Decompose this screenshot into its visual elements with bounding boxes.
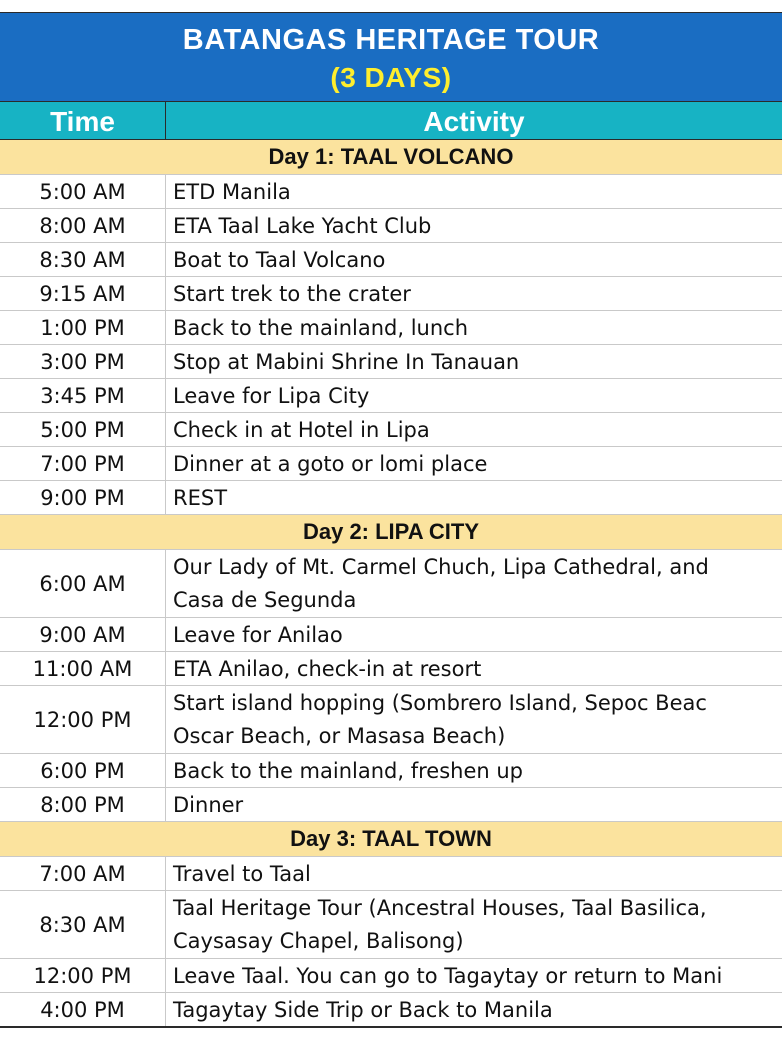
time-cell: 12:00 PM (0, 686, 166, 753)
table-row (0, 959, 782, 993)
table-row (0, 345, 782, 379)
activity-text: Check in at Hotel in Lipa (173, 418, 430, 442)
table-row (0, 277, 782, 311)
activity-text: Start island hopping (Sombrero Island, Sepoc Beac (173, 691, 707, 715)
table-body (0, 140, 782, 1028)
activity-cell (166, 175, 782, 208)
activity-text: Caysasay Chapel, Balisong) (173, 929, 464, 953)
table-row (0, 891, 782, 959)
time-cell: 8:00 AM (0, 209, 166, 242)
tour-duration: (3 DAYS) (330, 62, 452, 93)
activity-cell (166, 481, 782, 514)
time-cell: 9:00 PM (0, 481, 166, 514)
time-cell: 8:30 AM (0, 243, 166, 276)
activity-text: Back to the mainland, lunch (173, 316, 469, 340)
activity-text: ETA Taal Lake Yacht Club (173, 214, 432, 238)
activity-cell (166, 652, 782, 685)
time-cell: 5:00 AM (0, 175, 166, 208)
activity-cell (166, 959, 782, 992)
activity-text: Oscar Beach, or Masasa Beach) (173, 724, 506, 748)
table-row (0, 481, 782, 515)
table-row (0, 686, 782, 754)
tour-title: BATANGAS HERITAGE TOUR (182, 24, 600, 56)
activity-cell (166, 788, 782, 821)
activity-text: Travel to Taal (173, 862, 311, 886)
time-cell: 4:00 PM (0, 993, 166, 1026)
time-cell: 8:30 AM (0, 891, 166, 958)
activity-cell (166, 345, 782, 378)
activity-cell (166, 379, 782, 412)
activity-cell (166, 993, 782, 1026)
table-row (0, 550, 782, 618)
time-cell: 11:00 AM (0, 652, 166, 685)
day-header-row: Day 2: LIPA CITY (0, 515, 782, 550)
activity-text: Start trek to the crater (173, 282, 411, 306)
table-row (0, 209, 782, 243)
table-row (0, 379, 782, 413)
activity-text: ETD Manila (173, 180, 291, 204)
activity-cell (166, 857, 782, 890)
activity-cell (166, 891, 782, 958)
table-row (0, 175, 782, 209)
activity-cell (166, 277, 782, 310)
table-row (0, 243, 782, 277)
time-cell: 3:45 PM (0, 379, 166, 412)
day-header-row: Day 3: TAAL TOWN (0, 822, 782, 857)
time-cell: 6:00 PM (0, 754, 166, 787)
table-row (0, 618, 782, 652)
activity-text: Casa de Segunda (173, 588, 357, 612)
activity-text: Taal Heritage Tour (Ancestral Houses, Taal Basilica, (173, 896, 707, 920)
activity-text: Leave Taal. You can go to Tagaytay or return to Mani (173, 964, 723, 988)
column-header-row (0, 102, 782, 140)
itinerary-table (0, 12, 782, 1028)
title-block (0, 13, 782, 102)
table-row (0, 993, 782, 1028)
time-cell: 6:00 AM (0, 550, 166, 617)
activity-column-header: Activity (423, 106, 525, 137)
day-header-row: Day 1: TAAL VOLCANO (0, 140, 782, 175)
time-cell: 1:00 PM (0, 311, 166, 344)
activity-text: Leave for Lipa City (173, 384, 370, 408)
activity-cell (166, 243, 782, 276)
time-cell: 9:15 AM (0, 277, 166, 310)
activity-cell (166, 413, 782, 446)
table-row (0, 311, 782, 345)
table-row (0, 857, 782, 891)
activity-cell (166, 754, 782, 787)
activity-text: REST (173, 486, 228, 510)
time-cell: 5:00 PM (0, 413, 166, 446)
activity-text: Stop at Mabini Shrine In Tanauan (173, 350, 520, 374)
activity-text: ETA Anilao, check-in at resort (173, 657, 482, 681)
time-cell: 9:00 AM (0, 618, 166, 651)
activity-cell (166, 686, 782, 753)
table-row (0, 413, 782, 447)
time-cell: 7:00 PM (0, 447, 166, 480)
time-cell: 12:00 PM (0, 959, 166, 992)
table-row (0, 652, 782, 686)
table-row (0, 754, 782, 788)
activity-text: Tagaytay Side Trip or Back to Manila (173, 998, 553, 1022)
activity-text: Dinner at a goto or lomi place (173, 452, 488, 476)
activity-cell (166, 209, 782, 242)
activity-cell (166, 550, 782, 617)
activity-text: Boat to Taal Volcano (173, 248, 386, 272)
table-row (0, 788, 782, 822)
activity-cell (166, 311, 782, 344)
activity-cell (166, 447, 782, 480)
activity-text: Back to the mainland, freshen up (173, 759, 523, 783)
time-column-header: Time (0, 102, 166, 139)
activity-text: Leave for Anilao (173, 623, 343, 647)
activity-text: Dinner (173, 793, 244, 817)
time-cell: 8:00 PM (0, 788, 166, 821)
time-cell: 3:00 PM (0, 345, 166, 378)
table-row (0, 447, 782, 481)
time-cell: 7:00 AM (0, 857, 166, 890)
activity-cell (166, 618, 782, 651)
activity-text: Our Lady of Mt. Carmel Chuch, Lipa Cathedral, and (173, 555, 709, 579)
